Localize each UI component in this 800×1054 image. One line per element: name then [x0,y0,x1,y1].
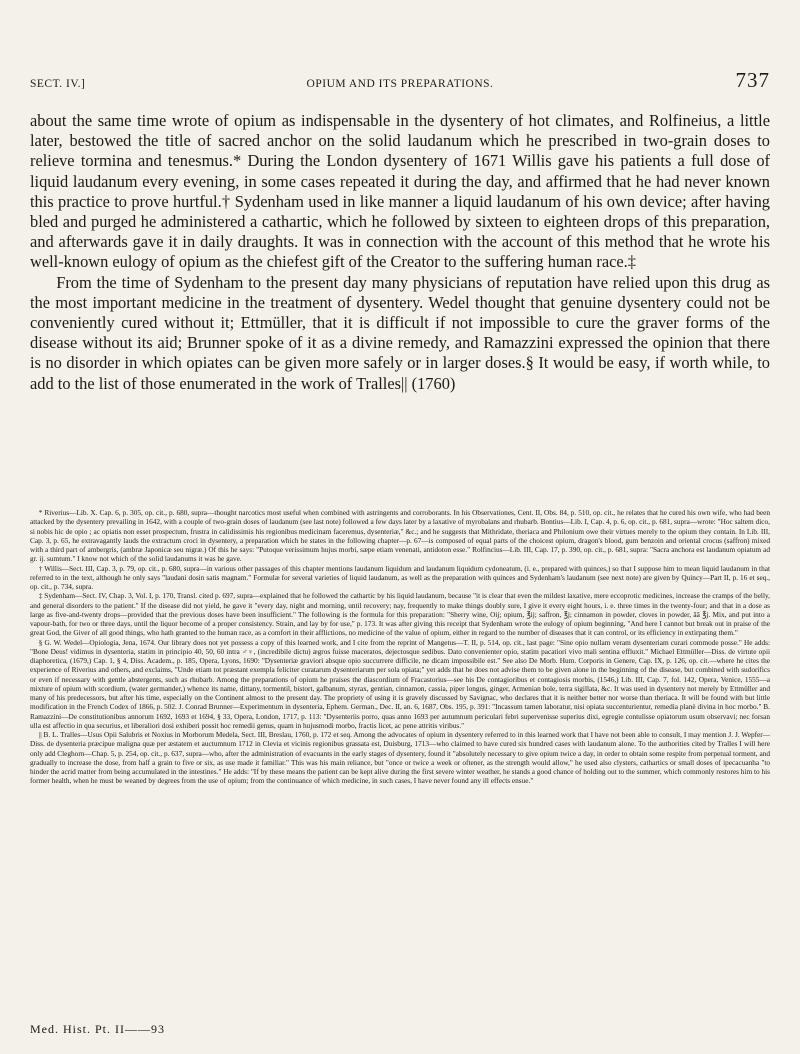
footnote: || B. L. Tralles—Usus Opii Salubris et Noxius in Morborum Medela, Sect. III, Breslau, 1760, p. 172 et seq. Among the advocates of opium in dysentery referred to in this learned work that I have not been able to consult, I may mention J. J. Wepfer—Diss. de dysenteria præcipue maligna quæ per æstatem et auctumnum 1712 in Clevia et vicinis regionibus grassata est, Duisburg, 1713—who claimed to have cured six hundred cases with laudanum alone. To the authorities cited by Tralles I will here only add Cleghorn—Chap. 5, p. 254, op. cit., p. 637, supra—who, after the administration of evacuants in the early stages of dysentery, found it "absolutely necessary to give opium twice a day, in order to obtain some respite from perpetual torment, and gradually to increase the dose, from half a grain to five or six, as use made it familiar." This was his main reliance, but "once or twice a week or oftener, as the strength would allow," he used also clysters, cathartics or small doses of ipecacuanha "to hinder the acrid matter from being accumulated in the intestines." He adds: "If by these means the patient can be kept alive during the first severe winter weather, he stands a good chance of holding out to the summer, which commonly restores him to his former health, when he must be weaned by degrees from the use of opium; from the continuance of which medicine, in such cases, I have never found any ill effects ensue." [30,730,770,786]
footnote: ‡ Sydenham—Sect. IV, Chap. 3, Vol. I, p. 170, Transl. cited p. 697, supra—explained that he followed the cathartic by his liquid laudanum, because "it is clear that even the mildest laxative, mere eccoprotic medicines, increase the cramps of the belly, and general disorders to the patient." If the disease did not yield, he gave it "every day, night and morning, until recovery; nay, frequently to make things doubly sure, I give it every eight hours, i. e. three times in the twenty-four; and that in a dose as large as five-and-twenty drops—provided that the previous doses have been insufficient." The following is the formula for this preparation: "Sherry wine, Oij; opium, ℥ij; saffron, ℥j; cinnamon in powder, cloves in powder, āā ℥j. Mix, and put into a vapour-bath, for two or three days, until the liquor become of a proper consistency. Strain, and lay by for use," p. 173. It was after giving this receipt that Sydenham wrote the eulogy of opium beginning, "And here I cannot but break out in praise of the great God, the Giver of all good things, who hath granted to the human race, as a comfort in their afflictions, no medicine of the value of opium, either in regard to the number of diseases that it can control, or its efficiency in extirpating them." [30,591,770,638]
body-paragraph: From the time of Sydenham to the present day many physicians of reputation have relied upon this drug as the most important medicine in the treatment of dysentery. Wedel thought that genuine dysentery could not be conveniently cured without it; Ettmüller, that it is difficult if not impossible to cure the graver forms of the disease without its aid; Brunner spoke of it as a divine remedy, and Ramazzini expressed the opinion that there is no disorder in which opiates can be given more safely or in larger doses.§ It would be easy, if worth while, to add to the list of those enumerated in the work of Tralles|| (1760) [30,272,770,393]
running-title: OPIUM AND ITS PREPARATIONS. [306,78,494,90]
body-paragraph: about the same time wrote of opium as indispensable in the dysentery of hot climates, and Rolfineius, a little later, bestowed the title of sacred anchor on the solid laudanum which he prescribed in two-grain doses to relieve tormina and tenesmus.* During the London dysentery of 1671 Willis gave his patients a full dose of liquid laudanum every evening, in some cases repeated it during the day, and affirmed that he had never known this practice to prove hurtful.† Sydenham used in like manner a liquid laudanum of his own device; after having bled and purged he administered a cathartic, which he followed by sixteen to eighteen drops of this preparation, and afterwards gave it in daily draughts. It was in connection with the account of this method that he wrote his well-known eulogy of opium as the chiefest gift of the Creator to the suffering human race.‡ [30,111,770,272]
footnote: † Willis—Sect. III, Cap. 3, p. 79, op. cit., p. 680, supra—in various other passages of this chapter mentions laudanum liquidum and laudanum liquidum cydoneatum, (i. e., prepared with quinces,) so that I suppose him to mean liquid laudanum in that referred to in the text, although he only says "laudani dosin satis magnam." Formulæ for several varieties of liquid laudanum, as well as the preparation with quinces and Sydenham's laudanum (see next note) are given by Quincy—Part II, p. 16 et seq., op. cit., p. 734, supra. [30,563,770,591]
footnote: § G. W. Wedel—Opiologia, Jena, 1674. Our library does not yet possess a copy of this learned work, and I cite from the reprint of Mangetus—T. II, p. 514, op. cit., last page: "Sine opio nullam veram dysenteriam curari commode posse." He adds: "Bone Deus! vidimus in dysenteria, statim in principio 40, 50, 60 intra ♂♀, (incredibile dictu) ægros fuisse maceratos, dejectosque sedibus. Dato convenienter opio, statim pacatiori vivo mali sentina effluxit." Michael Ettmüller—Diss. de virtute opii diaphoretica, (1679,) Cap. 1, § 4, Diss. Academ., p. 185, Opera, Lyons, 1690: "Dysenteriæ graviori absque opio succurrere difficile, ne dicam impossibile est." See also De Morb. Hum. Corporis in Genere, Cap. IX, p. 126, op. cit.—where he cites the experience of Riverius and others, and exclaims, "Unde etiam tot præstant exempla feliciter curatarum dysenteriarum per sola opiata;" yet adds that he does not advise them to be given alone in the beginning of the disease, but combined with sudorifics or even if necessary with gentle abstergents, such as rhubarb. Among the preparations of opium he praises the diascordium of Fracastorius—see his De contagioribus et contagiosis morbis, (1546,) Lib. III, Cap. 7, fol. 142, Opera, Venice, 1555—a mixture of opium with scordium, (water germander,) whence its name, dittany, tormentil, bistort, galbanum, styrax, gentian, cinnamon, cassia, piper longus, ginger, Armenian bole, terra sigillata, &c. It was used in dysentery not merely by Ettmüller and many of his predecessors, but after his time, especially on the Continent almost to the present day. The propriety of using it is gravely discussed by Savignac, who declares that it is neither better nor worse than theriaca. It will be found with but little modification in the French Codex of 1866, p. 502. J. Conrad Brunner—Experimentum in dysenteria, Ephem. German., Dec. II, an. 6, 1687, Obs. 195, p. 391: "Incassum tamen laboratur, nisi opiata succenturientur, remedia planè divina in hoc morbo." B. Ramazzini—De constitutionibus annorum 1692, 1693 et 1694, § 33, Opera, London, 1717, p. 113: "Dysenteriis porro, quas anno 1693 per autumnum periculari febri supervenisse superius dixi, egregie contulisse opiatorum usum observavi; nec forsan ulla est affectio in qua securius, et liberaliori dosi exhiberi possit hoc remedii genus, quam in hujusmodi morbo, fractis licet, ac pene attritis viribus." [30,637,770,730]
section-label: SECT. IV.] [30,78,86,90]
main-text [30,111,770,394]
signature-mark: Med. Hist. Pt. II——93 [30,1022,165,1036]
page-number: 737 [735,68,770,92]
footnote: * Riverius—Lib. X. Cap. 6, p. 305, op. cit., p. 680, supra—thought narcotics most useful when combined with astringents and corroborants. In his Observationes, Cent. II, Obs. 84, p. 510, op. cit., he relates that he cured his own wife, who had been attacked by the dysentery prevailing in 1642, with a couple of two-grain doses of laudanum (see last note) followed a few days later by a laxative of myrobalans and rhubarb. Bontius—Lib. I, Cap. 4, p. 6, op. cit., p. 681, supra—wrote: "Hoc saltem dico, si nobis hic de opio ; ac opiatis non esset prospectum, frustra in calidissimis his regionibus medicinam faceremus, dysenteriæ," &c.; and he suggests that Mithridate, theriaca and Philonium owe their virtues merely to the opium they contain. In Lib. III, Cap. 3, p. 65, he extravagantly lauds the extractum croci in dysentery, a preparation which he states in the following chapter—p. 67—is composed of equal parts of the choicest opium, dragon's blood, gum benzoin and oriental crocus (saffron) mixed with a third part of ambergris, (ambræ Japonicæ seu nigræ.) Of this he says: "Putoque verissimum hujus morbi, sæpe etiam venenati, antidoton esse." Rolfincius—Lib. III, Cap. 17, p. 390, op. cit., p. 681, supra: "Sacra anchora est laudanum opiatum ad gr. ij. sumtum." I know not which of the solid laudanums it was he gave. [30,508,770,564]
running-header [30,68,770,94]
footnotes [30,508,770,786]
